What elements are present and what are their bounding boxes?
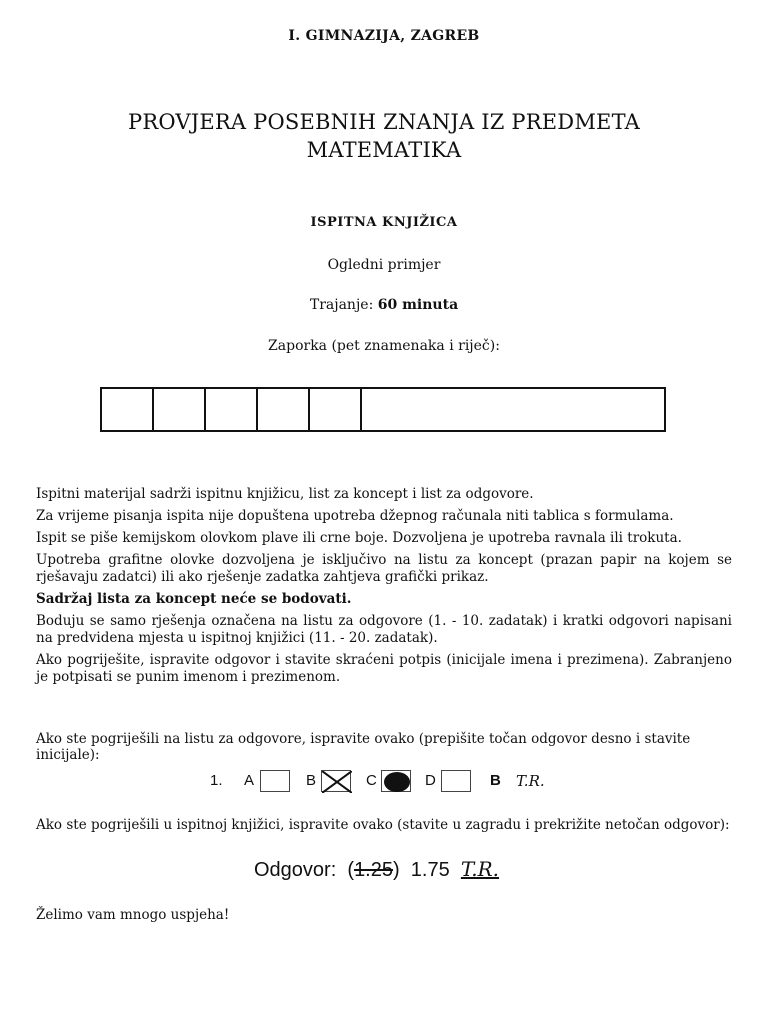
example-option-c-label: C bbox=[366, 772, 377, 789]
example-corrected-answer: B bbox=[490, 772, 501, 789]
example-option-d-box bbox=[441, 770, 471, 792]
example-question-number: 1. bbox=[210, 772, 223, 789]
booklet-fix-example bbox=[254, 857, 499, 887]
cross-mark-icon bbox=[322, 771, 352, 793]
code-entry-grid[interactable] bbox=[100, 387, 666, 432]
filled-blot-icon bbox=[382, 771, 412, 793]
instruction-5: Sadržaj lista za koncept neće se bodovati. bbox=[36, 591, 352, 607]
example-option-a-label: A bbox=[244, 772, 255, 789]
instruction-6: Boduju se samo rješenja označena na listu za odgovore (1. - 10. zadatak) i kratki odgovori napisani na predvidena mjesta u ispitnoj knjižici (11. - 20. zadatak). bbox=[36, 613, 732, 646]
example-option-d-label: D bbox=[425, 772, 436, 789]
duration-value: 60 minuta bbox=[377, 297, 459, 313]
code-digit-4[interactable] bbox=[258, 389, 310, 430]
example-initials: T.R. bbox=[516, 772, 545, 790]
booklet-label: ISPITNA KNJIŽICA bbox=[310, 215, 458, 230]
code-digit-1[interactable] bbox=[102, 389, 154, 430]
instruction-7: Ako pogriješite, ispravite odgovor i stavite skraćeni potpis (inicijale imena i prezimena). Zabranjeno je potpisati se punim imenom i prezimenom. bbox=[36, 652, 732, 685]
booklet-initials: T.R. bbox=[460, 857, 500, 881]
instruction-2: Za vrijeme pisanja ispita nije dopuštena upotreba džepnog računala niti tablica s formulama. bbox=[36, 508, 674, 524]
booklet-fix-text: Ako ste pogriješili u ispitnoj knjižici, ispravite ovako (stavite u zagradu i prekrižite netočan odgovor): bbox=[36, 817, 730, 833]
exam-title-line-2: MATEMATIKA bbox=[306, 138, 462, 162]
duration bbox=[0, 297, 768, 313]
example-option-a-box bbox=[260, 770, 290, 792]
exam-title-line-1: PROVJERA POSEBNIH ZNANJA IZ PREDMETA bbox=[128, 110, 640, 134]
correct-value: 1.75 bbox=[410, 859, 450, 881]
example-option-c-box-filled bbox=[381, 770, 411, 792]
instructions bbox=[36, 486, 732, 691]
wrong-value-struck: 1.25 bbox=[354, 859, 393, 881]
code-word[interactable] bbox=[362, 389, 664, 430]
instruction-1: Ispitni materijal sadrži ispitnu knjižicu, list za koncept i list za odgovore. bbox=[36, 486, 534, 502]
answer-sheet-fix-text: Ako ste pogriješili na listu za odgovore, ispravite ovako (prepišite točan odgovor desno i stavite inicijale): bbox=[36, 731, 691, 763]
answer-label: Odgovor: bbox=[254, 859, 337, 881]
school-name: I. GIMNAZIJA, ZAGREB bbox=[288, 28, 480, 44]
code-label: Zaporka (pet znamenaka i riječ): bbox=[268, 338, 500, 354]
code-digit-2[interactable] bbox=[154, 389, 206, 430]
code-digit-5[interactable] bbox=[310, 389, 362, 430]
instruction-3: Ispit se piše kemijskom olovkom plave ili crne boje. Dozvoljena je upotreba ravnala ili trokuta. bbox=[36, 530, 682, 546]
exam-title bbox=[0, 108, 768, 164]
code-digit-3[interactable] bbox=[206, 389, 258, 430]
closing-wish: Želimo vam mnogo uspjeha! bbox=[36, 907, 230, 923]
close-paren: ) bbox=[393, 859, 400, 881]
example-option-b-box-crossed bbox=[321, 770, 351, 792]
sample-label: Ogledni primjer bbox=[327, 257, 441, 273]
open-paren: ( bbox=[347, 859, 355, 881]
example-option-b-label: B bbox=[306, 772, 317, 789]
duration-label: Trajanje: bbox=[309, 297, 374, 313]
instruction-4: Upotreba grafitne olovke dozvoljena je isključivo na listu za koncept (prazan papir na kojem se rješavaju zadatci) ili ako rješenje zadatka zahtjeva grafički prikaz. bbox=[36, 552, 732, 585]
